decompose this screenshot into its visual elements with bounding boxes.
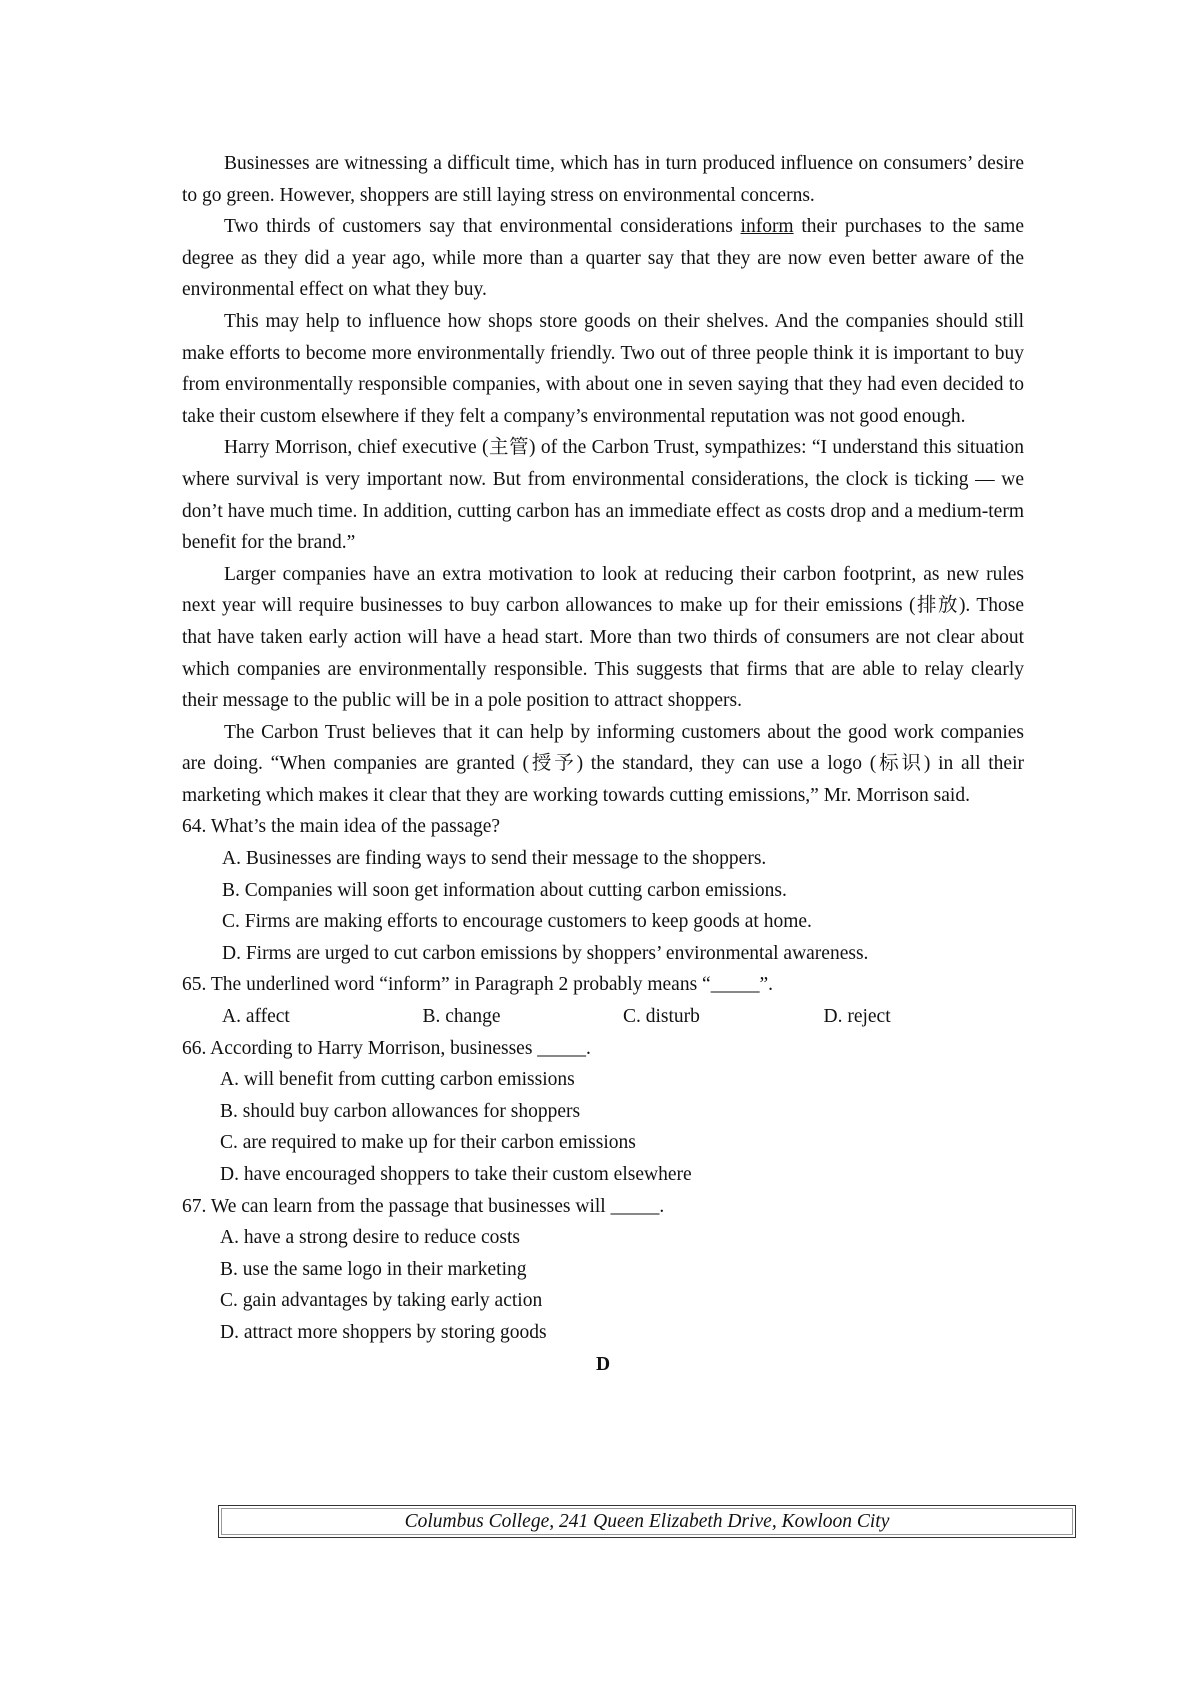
question-64-option-d: D. Firms are urged to cut carbon emissions by shoppers’ environmental awareness. bbox=[222, 942, 869, 964]
passage-paragraph-4: Harry Morrison, chief executive (主管) of the Carbon Trust, sympathizes: “I understand this situation where survival is very important now. But from environmental considerations, the clock is ticking — we don’t have much time. In addition, cutting carbon has an immediate effect as costs drop and a medium-term benefit for the brand.” bbox=[182, 437, 1024, 554]
question-65-option-c: C. disturb bbox=[623, 1006, 700, 1028]
passage-paragraph-3: This may help to influence how shops store goods on their shelves. And the companies should still make efforts to become more environmentally friendly. Two out of three people think it is important to buy from environmentally responsible companies, with about one in seven saying that they had even decided to take their custom elsewhere if they felt a company’s environmental reputation was not good enough. bbox=[182, 310, 1024, 427]
question-66-option-a: A. will benefit from cutting carbon emissions bbox=[220, 1069, 575, 1091]
question-64-stem: 64. What’s the main idea of the passage? bbox=[182, 816, 501, 838]
passage-paragraph-5: Larger companies have an extra motivation to look at reducing their carbon footprint, as new rules next year will require businesses to buy carbon allowances to make up for their emissions (排放). Those that have taken early action will have a head start. More than two thirds of consumers are not clear about which companies are environmentally responsible. This suggests that firms that are able to relay clearly their message to the public will be in a pole position to attract shoppers. bbox=[182, 563, 1024, 712]
address-box: Columbus College, 241 Queen Elizabeth Drive, Kowloon City bbox=[218, 1505, 1076, 1538]
question-67-option-b: B. use the same logo in their marketing bbox=[220, 1258, 527, 1280]
question-64-option-c: C. Firms are making efforts to encourage customers to keep goods at home. bbox=[222, 911, 812, 933]
question-66-option-c: C. are required to make up for their carbon emissions bbox=[220, 1132, 636, 1154]
question-65-option-a: A. affect bbox=[222, 1006, 290, 1028]
passage-paragraph-1: Businesses are witnessing a difficult time, which has in turn produced influence on consumers’ desire to go green. However, shoppers are still laying stress on environmental concerns. bbox=[182, 153, 1024, 206]
question-65-option-d: D. reject bbox=[823, 1006, 891, 1028]
question-67-option-a: A. have a strong desire to reduce costs bbox=[220, 1227, 520, 1249]
underlined-word-inform: inform bbox=[740, 216, 794, 238]
question-66-option-b: B. should buy carbon allowances for shoppers bbox=[220, 1100, 581, 1122]
question-65-stem: 65. The underlined word “inform” in Paragraph 2 probably means “_____”. bbox=[182, 974, 773, 996]
document-page bbox=[182, 148, 1024, 1380]
passage-paragraph-2 bbox=[182, 211, 1024, 306]
question-67-option-d: D. attract more shoppers by storing goods bbox=[220, 1321, 547, 1343]
question-65-options bbox=[182, 1001, 1024, 1033]
question-64-option-a: A. Businesses are finding ways to send their message to the shoppers. bbox=[222, 848, 767, 870]
question-66-stem: 66. According to Harry Morrison, businesses _____. bbox=[182, 1037, 591, 1059]
question-67-stem: 67. We can learn from the passage that businesses will _____. bbox=[182, 1195, 665, 1217]
question-64-option-b: B. Companies will soon get information about cutting carbon emissions. bbox=[222, 879, 787, 901]
question-65-option-b: B. change bbox=[422, 1006, 501, 1028]
question-67-option-c: C. gain advantages by taking early action bbox=[220, 1290, 543, 1312]
question-66-option-d: D. have encouraged shoppers to take their custom elsewhere bbox=[220, 1164, 692, 1185]
paragraph-2-text-start: Two thirds of customers say that environmental considerations bbox=[224, 216, 741, 238]
paragraph-2-text-end: their purchases to the same degree as they did a year ago, while more than a quarter say that they are now even better aware of the environmental effect on what they buy. bbox=[182, 216, 1024, 301]
section-letter-heading: D bbox=[595, 1353, 611, 1375]
passage-paragraph-6: The Carbon Trust believes that it can help by informing customers about the good work companies are doing. “When companies are granted (授予) the standard, they can use a logo (标识) in all their marketing which makes it clear that they are working towards cutting emissions,” Mr. Morrison said. bbox=[182, 721, 1024, 806]
